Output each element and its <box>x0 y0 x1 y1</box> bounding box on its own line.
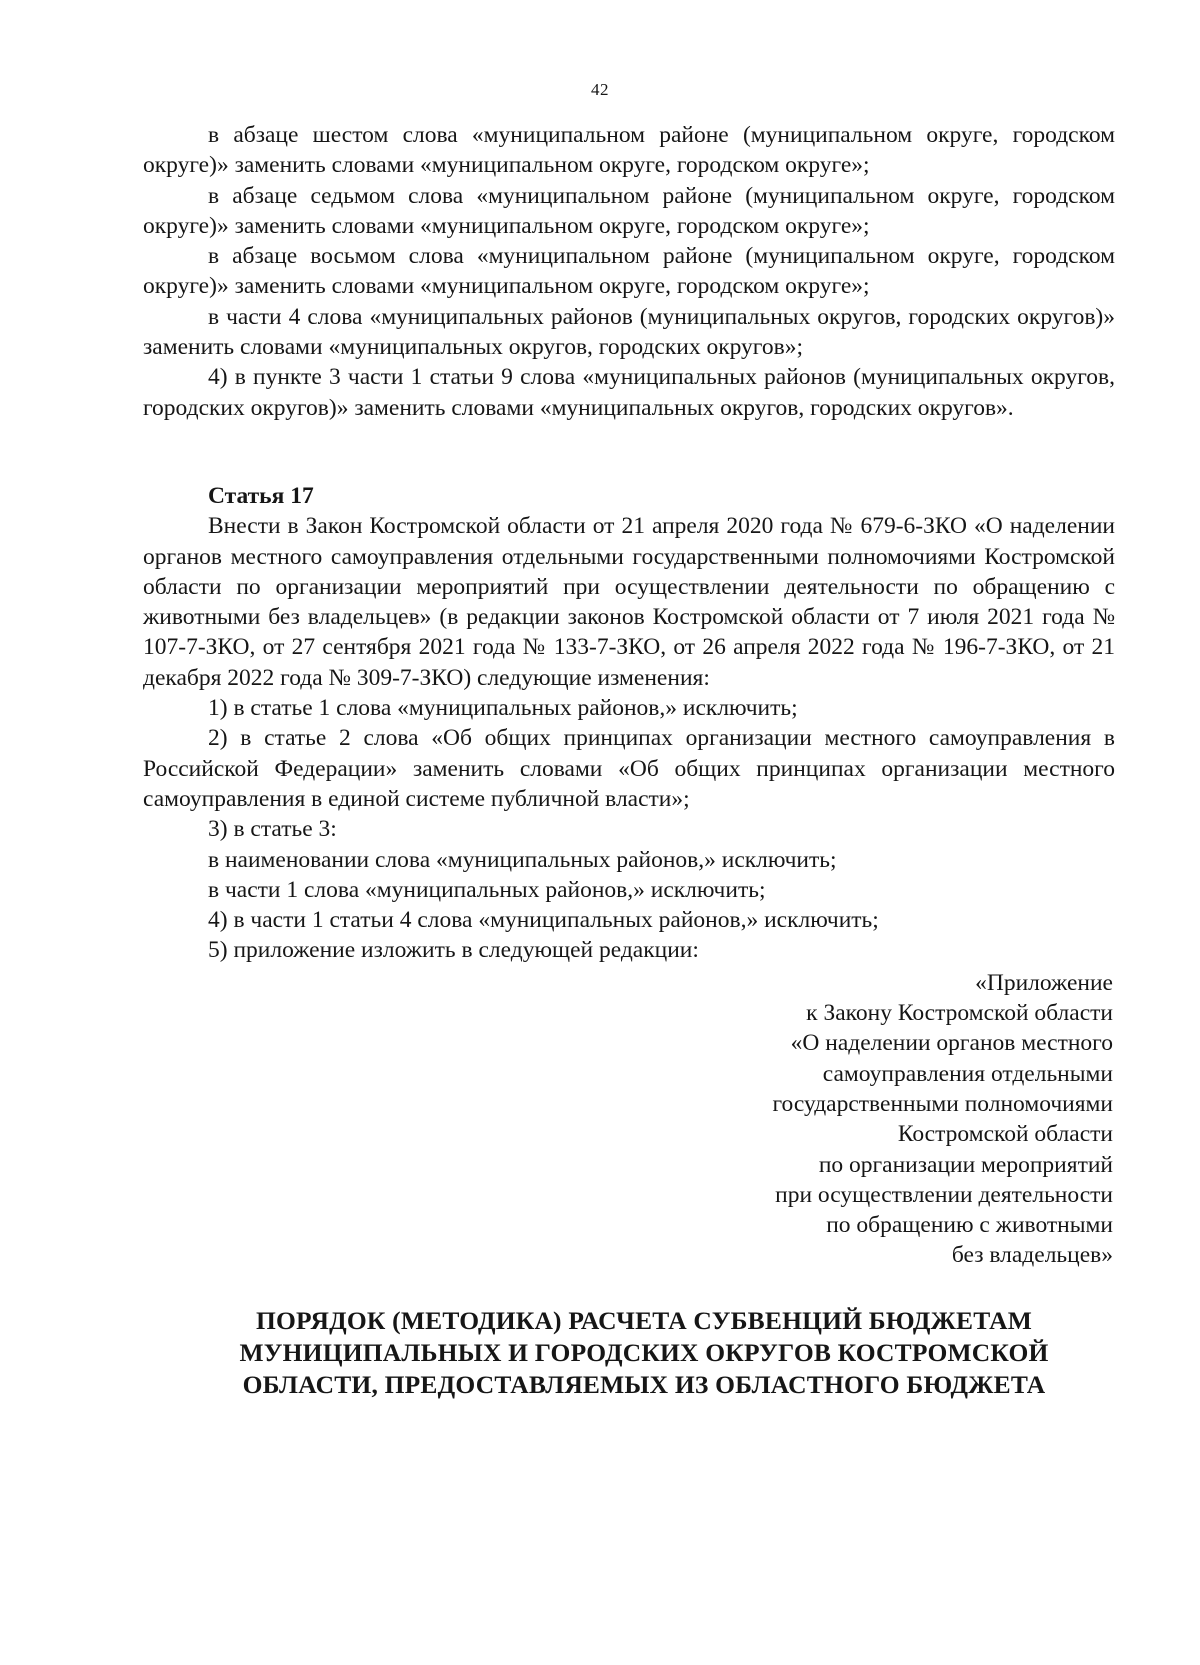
section-heading <box>143 1305 1115 1401</box>
article-intro: Внести в Закон Костромской области от 21 апреля 2020 года № 679-6-ЗКО «О наделении органов местного самоуправления отдельными государственными полномочиями Костромской области по организации мероприятий при осуществлении деятельности по обращению с животными без владельцев» (в редакции законов Костромской области от 7 июля 2021 года № 107-7-ЗКО, от 27 сентября 2021 года № 133-7-ЗКО, от 26 апреля 2022 года № 196-7-ЗКО, от 21 декабря 2022 года № 309-7-ЗКО) следующие изменения: <box>143 513 1115 691</box>
appendix-line: Костромской области <box>897 1121 1113 1148</box>
appendix-line: государственными полномочиями <box>772 1090 1113 1117</box>
article-title: Статья 17 <box>208 482 314 509</box>
appendix-line: самоуправления отдельными <box>822 1060 1113 1087</box>
heading-line: ПОРЯДОК (МЕТОДИКА) РАСЧЕТА СУБВЕНЦИЙ БЮДЖЕТАМ <box>255 1305 1033 1335</box>
appendix-line: без владельцев» <box>951 1242 1113 1269</box>
heading-line: МУНИЦИПАЛЬНЫХ И ГОРОДСКИХ ОКРУГОВ КОСТРОМСКОЙ <box>239 1337 1049 1367</box>
article-item: в части 1 слова «муниципальных районов,» исключить; <box>208 876 766 903</box>
document-body <box>143 120 1115 1401</box>
article-item: 2) в статье 2 слова «Об общих принципах организации местного самоуправления в Российской Федерации» заменить словами «Об общих принципах организации местного самоуправления в единой системе публичной власти»; <box>143 725 1115 812</box>
appendix-line: по организации мероприятий <box>818 1151 1113 1178</box>
appendix-line: «О наделении органов местного <box>790 1030 1113 1057</box>
page-number: 42 <box>591 80 609 99</box>
appendix-line: к Закону Костромской области <box>806 1000 1113 1027</box>
paragraph: в абзаце седьмом слова «муниципальном районе (муниципальном округе, городском округе)» заменить словами «муниципальном округе, городском округе»; <box>143 182 1115 239</box>
article-item: 4) в части 1 статьи 4 слова «муниципальных районов,» исключить; <box>208 907 879 934</box>
article-item: 1) в статье 1 слова «муниципальных районов,» исключить; <box>208 695 798 722</box>
heading-line: ОБЛАСТИ, ПРЕДОСТАВЛЯЕМЫХ ИЗ ОБЛАСТНОГО БЮДЖЕТА <box>242 1369 1046 1399</box>
appendix-line: при осуществлении деятельности <box>775 1181 1113 1208</box>
paragraph: в абзаце шестом слова «муниципальном районе (муниципальном округе, городском округе)» заменить словами «муниципальном округе, городском округе»; <box>143 122 1115 179</box>
article-item: в наименовании слова «муниципальных районов,» исключить; <box>208 846 837 873</box>
appendix-reference <box>143 968 1115 1271</box>
appendix-line: «Приложение <box>975 969 1113 996</box>
paragraph: 4) в пункте 3 части 1 статьи 9 слова «муниципальных районов (муниципальных округов, городских округов)» заменить словами «муниципальных округов, городских округов». <box>143 364 1115 421</box>
appendix-line: по обращению с животными <box>826 1212 1113 1239</box>
article-item: 3) в статье 3: <box>208 816 337 843</box>
article-item: 5) приложение изложить в следующей редакции: <box>208 937 699 964</box>
paragraph: в абзаце восьмом слова «муниципальном районе (муниципальном округе, городском округе)» заменить словами «муниципальном округе, городском округе»; <box>143 243 1115 300</box>
paragraph: в части 4 слова «муниципальных районов (муниципальных округов, городских округов)» заменить словами «муниципальных округов, городских округов»; <box>143 303 1115 361</box>
